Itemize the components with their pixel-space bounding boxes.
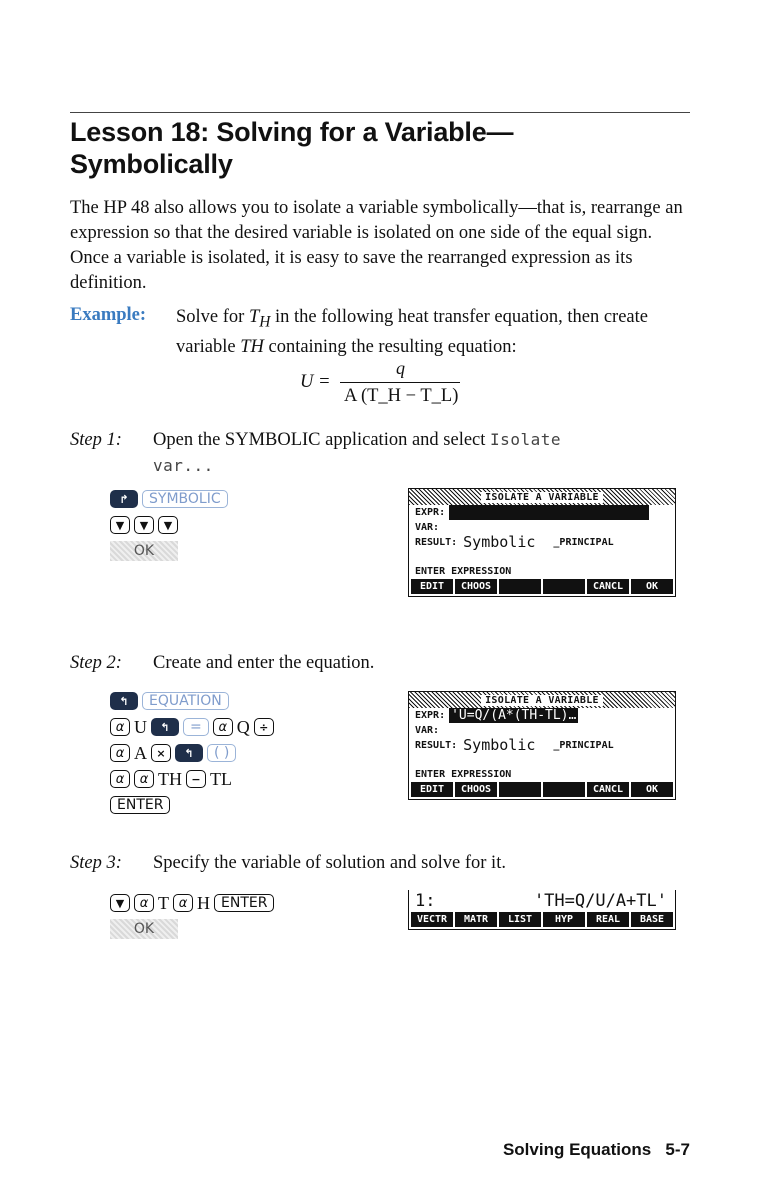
menu-blank[interactable] xyxy=(499,782,541,797)
alpha-key[interactable]: α xyxy=(173,894,193,912)
example-text: Solve for $T_H$ in the following heat transfer equation, then create variable TH containing the resulting equation: xyxy=(176,307,648,357)
formula-lhs: U = xyxy=(300,372,331,392)
menu-matr[interactable]: MATR xyxy=(455,912,497,927)
step2-keys xyxy=(110,688,274,818)
result-row: RESULT: Symbolic _PRINCIPAL xyxy=(415,736,614,754)
menu-blank[interactable] xyxy=(543,579,585,594)
expr-row: EXPR: xyxy=(409,505,675,520)
heat-transfer-formula xyxy=(300,358,480,408)
principal-checkbox: _PRINCIPAL xyxy=(553,537,614,548)
prompt-row: ENTER EXPRESSION xyxy=(415,566,512,577)
formula-numerator: q xyxy=(396,358,405,378)
down-arrow-key[interactable]: ▼ xyxy=(158,516,178,534)
expr-field-empty[interactable] xyxy=(449,505,649,520)
step2-calculator-screen xyxy=(408,691,676,800)
isolate-menu-item: Isolate xyxy=(490,430,561,449)
screen-title: ISOLATE A VARIABLE xyxy=(409,489,675,505)
result-row: RESULT: Symbolic _PRINCIPAL xyxy=(415,533,614,551)
parentheses-key[interactable]: ( ) xyxy=(207,744,236,762)
lesson-heading xyxy=(70,116,513,180)
principal-checkbox: _PRINCIPAL xyxy=(553,740,614,751)
step3-calculator-screen xyxy=(408,890,676,930)
fraction-bar xyxy=(340,382,460,383)
letters-tl: TL xyxy=(210,768,232,789)
menu-hyp[interactable]: HYP xyxy=(543,912,585,927)
menu-edit[interactable]: EDIT xyxy=(411,782,453,797)
step1-calculator-screen xyxy=(408,488,676,597)
top-rule xyxy=(70,112,690,113)
menu-blank[interactable] xyxy=(499,579,541,594)
stack-result: 'TH=Q/U/A+TL' xyxy=(533,890,667,911)
minus-key[interactable]: − xyxy=(186,770,206,788)
letter-a: A xyxy=(134,742,147,763)
screen-menu xyxy=(409,912,675,929)
symbolic-key[interactable]: SYMBOLIC xyxy=(142,490,228,508)
menu-choos[interactable]: CHOOS xyxy=(455,782,497,797)
heading-line-1: Lesson 18: Solving for a Variable— xyxy=(70,117,514,147)
heading-line-2: Symbolically xyxy=(70,149,233,179)
enter-key[interactable]: ENTER xyxy=(214,894,274,912)
step1-keys xyxy=(110,486,228,564)
down-arrow-key[interactable]: ▼ xyxy=(110,516,130,534)
alpha-key[interactable]: α xyxy=(110,744,130,762)
result-value: Symbolic xyxy=(463,533,536,551)
alpha-key[interactable]: α xyxy=(110,770,130,788)
enter-key[interactable]: ENTER xyxy=(110,796,170,814)
letter-h: H xyxy=(197,892,210,913)
ok-softkey[interactable]: OK xyxy=(110,919,178,939)
step1-label: Step 1: xyxy=(70,430,122,450)
result-value: Symbolic xyxy=(463,736,536,754)
menu-base[interactable]: BASE xyxy=(631,912,673,927)
footer-page-number: 5-7 xyxy=(665,1140,690,1159)
menu-blank[interactable] xyxy=(543,782,585,797)
intro-paragraph: The HP 48 also allows you to isolate a variable symbolically—that is, rearrange an expression so that the desired variable is isolated on one side of the equal sign. Once a variable is isolated, it is easy to save the rearranged expression as its definition. xyxy=(70,198,683,293)
right-shift-key[interactable]: ↱ xyxy=(110,490,138,508)
left-shift-key[interactable]: ↰ xyxy=(110,692,138,710)
menu-cancl[interactable]: CANCL xyxy=(587,782,629,797)
prompt-row: ENTER EXPRESSION xyxy=(415,769,512,780)
var-row: VAR: xyxy=(415,725,440,736)
letter-t: T xyxy=(158,892,169,913)
equation-key[interactable]: EQUATION xyxy=(142,692,229,710)
left-shift-key[interactable]: ↰ xyxy=(175,744,203,762)
step1-text: Open the SYMBOLIC application and select Isolate xyxy=(153,430,561,450)
step3-text: Specify the variable of solution and solve for it. xyxy=(153,853,506,873)
footer-section: Solving Equations xyxy=(502,1140,652,1159)
formula-denominator: A (T_H − T_L) xyxy=(344,386,459,406)
letter-q: Q xyxy=(236,716,250,737)
menu-vectr[interactable]: VECTR xyxy=(411,912,453,927)
multiply-key[interactable]: × xyxy=(151,744,171,762)
down-arrow-key[interactable]: ▼ xyxy=(134,516,154,534)
screen-menu xyxy=(409,579,675,596)
alpha-key[interactable]: α xyxy=(134,770,154,788)
menu-cancl[interactable]: CANCL xyxy=(587,579,629,594)
screen-menu xyxy=(409,782,675,799)
menu-ok[interactable]: OK xyxy=(631,782,673,797)
menu-list[interactable]: LIST xyxy=(499,912,541,927)
alpha-key[interactable]: α xyxy=(213,718,233,736)
letter-u: U xyxy=(134,716,147,737)
page-footer xyxy=(503,1140,690,1160)
down-arrow-key[interactable]: ▼ xyxy=(110,894,130,912)
letters-th: TH xyxy=(158,768,182,789)
step2-label: Step 2: xyxy=(70,653,122,673)
step3-label: Step 3: xyxy=(70,853,122,873)
equals-key[interactable]: = xyxy=(183,718,209,736)
example-label: Example: xyxy=(70,305,147,325)
step1-text-cont: var... xyxy=(153,456,214,475)
expr-row: EXPR: 'U=Q/(A*(TH-TL)… xyxy=(415,708,577,723)
menu-edit[interactable]: EDIT xyxy=(411,579,453,594)
menu-real[interactable]: REAL xyxy=(587,912,629,927)
alpha-key[interactable]: α xyxy=(134,894,154,912)
stack-level-1: 1: 'TH=Q/U/A+TL' xyxy=(415,890,667,911)
left-shift-key[interactable]: ↰ xyxy=(151,718,179,736)
step3-keys xyxy=(110,890,274,942)
step2-text: Create and enter the equation. xyxy=(153,653,375,673)
ok-softkey[interactable]: OK xyxy=(110,541,178,561)
alpha-key[interactable]: α xyxy=(110,718,130,736)
menu-choos[interactable]: CHOOS xyxy=(455,579,497,594)
divide-key[interactable]: ÷ xyxy=(254,718,274,736)
var-row: VAR: xyxy=(415,522,440,533)
menu-ok[interactable]: OK xyxy=(631,579,673,594)
screen-title: ISOLATE A VARIABLE xyxy=(409,692,675,708)
expr-field-value[interactable]: 'U=Q/(A*(TH-TL)… xyxy=(451,708,577,723)
